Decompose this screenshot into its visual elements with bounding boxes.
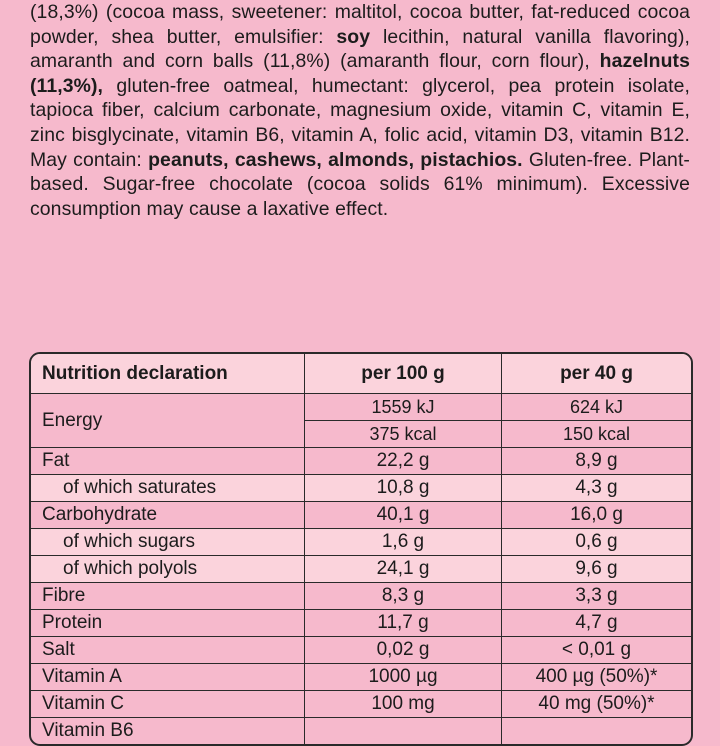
value-per-100g: 8,3 g: [304, 583, 501, 609]
energy-per-40g: [501, 394, 691, 447]
energy-kcal-100g: 375 kcal: [369, 423, 437, 444]
value-per-40g: 4,3 g: [501, 475, 691, 501]
table-header-row: [31, 354, 691, 393]
ingredients-text: [30, 0, 690, 221]
table-row-energy: [31, 393, 691, 447]
row-label: Protein: [42, 612, 103, 633]
value-per-100g: 40,1 g: [304, 502, 501, 528]
ingredients-part-4: Gluten-free. Plant-based. Sugar-free chocolate (cocoa solids 61% minimum). Excessive consumption may cause a laxative effect.: [30, 148, 690, 220]
row-label: Salt: [42, 639, 75, 660]
value-per-40g: 8,9 g: [501, 448, 691, 474]
table-row: [31, 609, 691, 636]
allergen-hazelnuts: hazelnuts (11,3%),: [30, 50, 690, 97]
ingredients-part-1: (18,3%) (cocoa mass, sweetener: maltitol, cocoa butter, fat-reduced cocoa powder, shea butter, emulsifier:: [30, 1, 690, 48]
nutrition-table: [29, 352, 693, 746]
value-per-100g: 22,2 g: [304, 448, 501, 474]
table-row: [31, 555, 691, 582]
energy-kcal-40g: 150 kcal: [562, 423, 631, 444]
row-label: Carbohydrate: [42, 504, 158, 525]
value-per-100g: 1000 µg: [304, 664, 501, 690]
row-label: Vitamin A: [42, 666, 122, 687]
value-per-100g: [304, 718, 501, 744]
value-per-40g: < 0,01 g: [501, 637, 691, 663]
value-per-100g: 24,1 g: [304, 556, 501, 582]
header-per-40g: per 40 g: [501, 354, 691, 393]
header-per-100g: per 100 g: [304, 354, 501, 393]
value-per-100g: 11,7 g: [304, 610, 501, 636]
table-row: [31, 474, 691, 501]
value-per-100g: 0,02 g: [304, 637, 501, 663]
row-label: Vitamin C: [42, 693, 125, 714]
header-label: Nutrition declaration: [42, 362, 228, 384]
row-label: Energy: [42, 409, 103, 431]
value-per-40g: 9,6 g: [501, 556, 691, 582]
table-row: [31, 717, 691, 744]
energy-per-100g: [304, 394, 501, 447]
row-label: of which saturates: [63, 477, 217, 498]
ingredients-part-3: gluten-free oatmeal, humectant: glycerol, pea protein isolate, tapioca fiber, calcium carbonate, magnesium oxide, vitamin C, vitamin E, zinc bisglycinate, vitamin B6, vitamin A, folic acid, vitamin D3, vitamin B12. May contain:: [30, 74, 690, 171]
value-per-40g: 3,3 g: [501, 583, 691, 609]
value-per-40g: 0,6 g: [501, 529, 691, 555]
value-per-100g: 10,8 g: [304, 475, 501, 501]
table-row: [31, 447, 691, 474]
table-row: [31, 636, 691, 663]
table-row: [31, 582, 691, 609]
value-per-40g: 400 µg (50%)*: [501, 664, 691, 690]
table-row: [31, 501, 691, 528]
allergen-nuts: peanuts, cashews, almonds, pistachios.: [148, 148, 523, 171]
value-per-100g: 100 mg: [304, 691, 501, 717]
value-per-100g: 1,6 g: [304, 529, 501, 555]
table-row: [31, 690, 691, 717]
row-label: of which polyols: [63, 558, 198, 579]
table-row: [31, 528, 691, 555]
ingredients-part-2: lecithin, natural vanilla flavoring), amaranth and corn balls (11,8%) (amaranth flour, corn flour),: [30, 25, 690, 73]
table-row: [31, 663, 691, 690]
row-label: Vitamin B6: [42, 720, 134, 741]
energy-kj-40g: 624 kJ: [502, 394, 691, 421]
value-per-40g: 16,0 g: [501, 502, 691, 528]
value-per-40g: 40 mg (50%)*: [501, 691, 691, 717]
row-label: Fibre: [42, 585, 86, 606]
row-label: Fat: [42, 450, 70, 471]
energy-kj-100g: 1559 kJ: [305, 394, 501, 421]
row-label: of which sugars: [63, 531, 196, 552]
value-per-40g: [501, 718, 691, 744]
allergen-soy: soy: [336, 25, 371, 48]
value-per-40g: 4,7 g: [501, 610, 691, 636]
